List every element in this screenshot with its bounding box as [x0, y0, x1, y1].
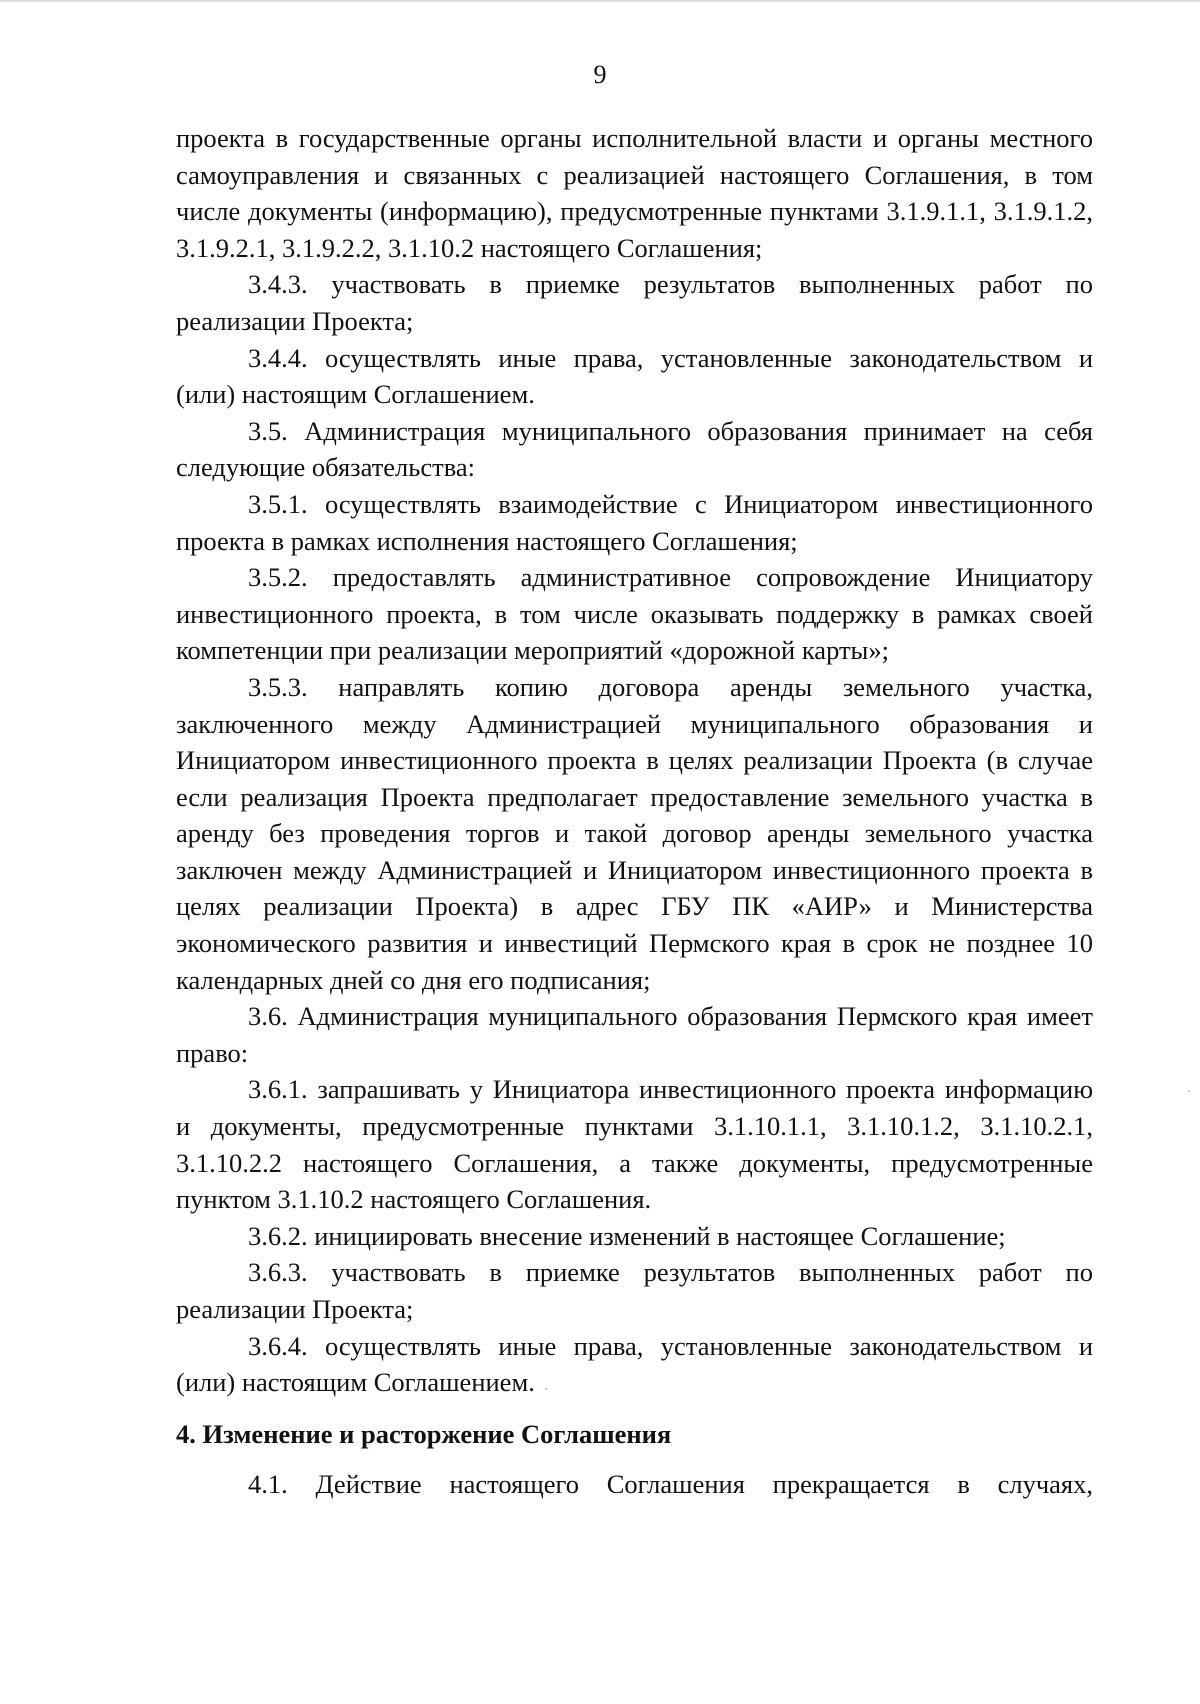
paragraph-3-6-3: 3.6.3. участвовать в приемке результатов выполненных работ по реализации Проекта;	[176, 1257, 1093, 1324]
paragraph-3-4-3: 3.4.3. участвовать в приемке результатов выполненных работ по реализации Проекта;	[176, 269, 1093, 336]
section-heading: 4. Изменение и расторжение Соглашения	[176, 1418, 672, 1449]
paragraph-3-5-1: 3.5.1. осуществлять взаимодействие с Инициатором инвестиционного проекта в рамках исполнения настоящего Соглашения;	[176, 488, 1093, 556]
paragraph-3-6: 3.6. Администрация муниципального образования Пермского края имеет право:	[176, 1001, 1093, 1068]
scan-speck	[1188, 1090, 1190, 1092]
paragraph-3-4-4: 3.4.4. осуществлять иные права, установленные законодательством и (или) настоящим Соглашением.	[176, 342, 1093, 410]
page-number: 9	[593, 60, 607, 89]
scan-top-edge	[0, 0, 1200, 3]
scan-speck	[545, 1388, 547, 1390]
paragraph-3-5: 3.5. Администрация муниципального образования принимает на себя следующие обязательства:	[176, 415, 1093, 483]
paragraph-continuation: проекта в государственные органы исполнительной власти и органы местного самоуправления и связанных с реализацией настоящего Соглашения, в том числе документы (информацию), предусмотренные пунктами 3.1.9.1.1, 3.1.9.1.2, 3.1.9.2.1, 3.1.9.2.2, 3.1.10.2 настоящего Соглашения;	[176, 123, 1093, 263]
paragraph-3-6-1: 3.6.1. запрашивать у Инициатора инвестиционного проекта информацию и документы, предусмотренные пунктами 3.1.10.1.1, 3.1.10.1.2, 3.1.10.2.1, 3.1.10.2.2 настоящего Соглашения, а также документы, предусмотренные пунктом 3.1.10.2 настоящего Соглашения.	[176, 1074, 1093, 1215]
paragraph-3-5-2: 3.5.2. предоставлять административное сопровождение Инициатору инвестиционного проекта, в том числе оказывать поддержку в рамках своей компетенции при реализации мероприятий «дорожной карты»;	[176, 562, 1093, 666]
paragraph-3-6-4: 3.6.4. осуществлять иные права, установленные законодательством и (или) настоящим Соглашением.	[176, 1330, 1093, 1398]
paragraph-3-5-3: 3.5.3. направлять копию договора аренды земельного участка, заключенного между Администрацией муниципального образования и Инициатором инвестиционного проекта в целях реализации Проекта (в случае если реализация Проекта предполагает предоставление земельного участка в аренду без проведения торгов и такой договор аренды земельного участка заключен между Администрацией и Инициатором инвестиционного проекта в целях реализации Проекта) в адрес ГБУ ПК «АИР» и Министерства экономического развития и инвестиций Пермского края в срок не позднее 10 календарных дней со дня его подписания;	[176, 671, 1093, 995]
paragraph-3-6-2: 3.6.2. инициировать внесение изменений в настоящее Соглашение;	[248, 1220, 1006, 1251]
paragraph-4-1: 4.1. Действие настоящего Соглашения прекращается в случаях,	[248, 1469, 1093, 1500]
document-body	[176, 120, 1093, 1503]
